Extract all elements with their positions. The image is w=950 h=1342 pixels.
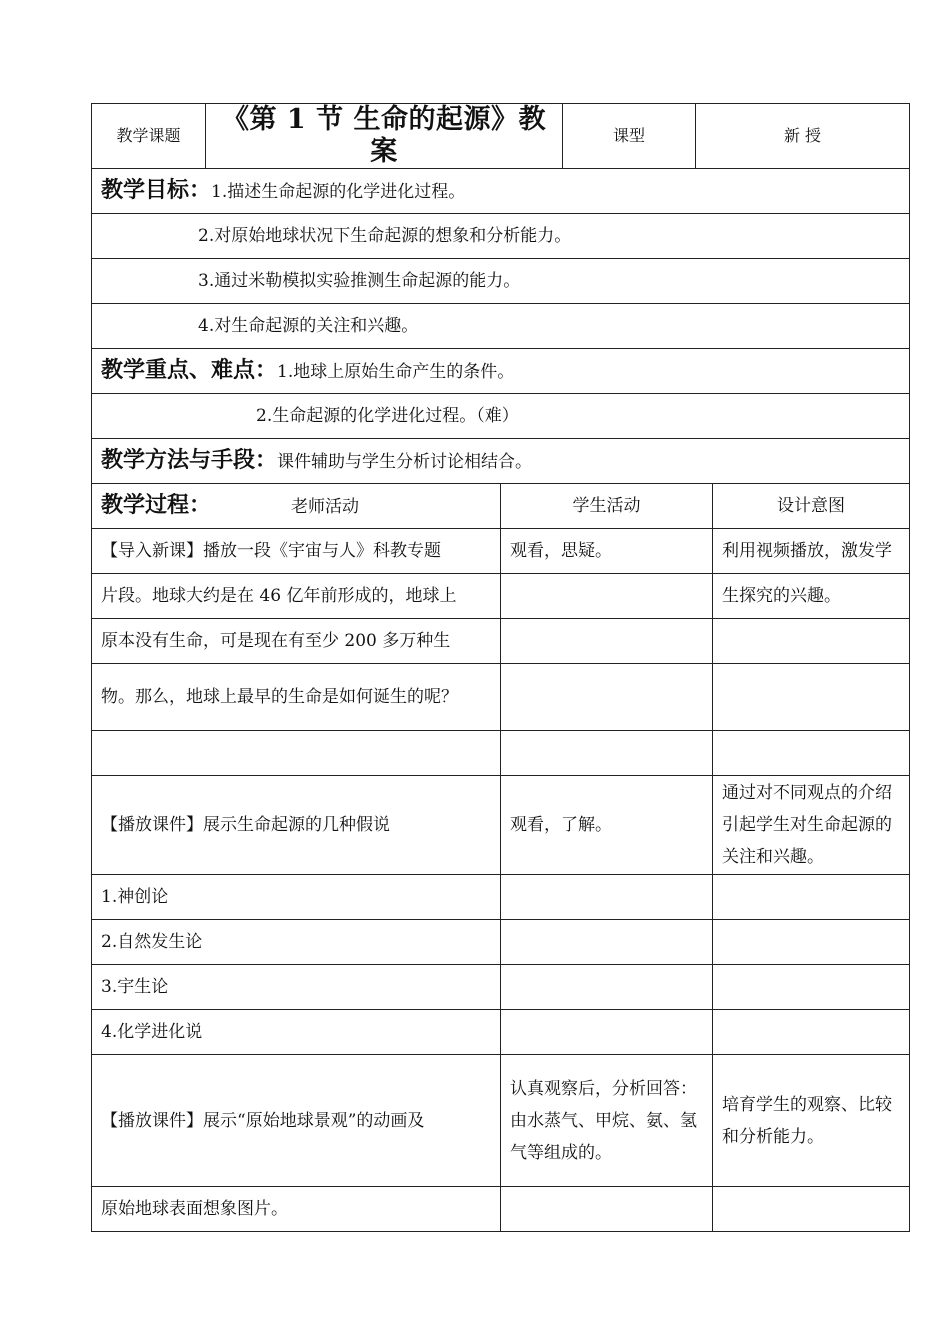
student-cell [501,1010,713,1055]
teacher-cell: 4.化学进化说 [92,1010,501,1055]
table-row [92,664,910,731]
student-cell: 观看，了解。 [501,776,713,875]
type-value: 新 授 [696,104,910,169]
intent-cell: 利用视频播放，激发学 [713,529,910,574]
topic-label: 教学课题 [92,104,206,169]
student-cell [501,664,713,731]
objective-row-3 [92,259,910,304]
key-points-label: 教学重点、难点： [101,357,278,383]
intent-cell [713,965,910,1010]
table-row [92,1055,910,1187]
type-label: 课型 [563,104,696,169]
intent-cell [713,1010,910,1055]
methods-label: 教学方法与手段： [101,447,278,473]
objective-row-4 [92,304,910,349]
header-row [92,104,910,169]
teacher-cell: 【播放课件】展示生命起源的几种假说 [92,776,501,875]
intent-cell [713,920,910,965]
objective-item: 1.描述生命起源的化学进化过程。 [211,181,466,202]
intent-cell [713,875,910,920]
table-row [92,619,910,664]
lesson-plan-sheet [91,103,909,1232]
process-label: 教学过程： [101,492,212,518]
table-row [92,1187,910,1232]
table-row [92,776,910,875]
student-cell [501,965,713,1010]
methods-text: 课件辅助与学生分析讨论相结合。 [277,451,533,472]
table-row [92,920,910,965]
intent-cell [713,619,910,664]
teacher-cell: 2.自然发生论 [92,920,501,965]
student-cell [501,731,713,776]
objective-row-2 [92,214,910,259]
intent-cell: 生探究的兴趣。 [713,574,910,619]
table-row [92,529,910,574]
student-cell [501,1187,713,1232]
intent-cell [713,1187,910,1232]
intent-cell [713,731,910,776]
teacher-cell: 3.宇生论 [92,965,501,1010]
objective-item: 3.通过米勒模拟实验推测生命起源的能力。 [92,259,910,304]
table-row [92,574,910,619]
student-cell [501,920,713,965]
column-header-intent: 设计意图 [713,484,910,529]
teacher-cell: 物。那么，地球上最早的生命是如何诞生的呢？ [92,664,501,731]
intent-cell [713,664,910,731]
objective-item: 2.对原始地球状况下生命起源的想象和分析能力。 [92,214,910,259]
methods-row [92,439,910,484]
table-row [92,1010,910,1055]
column-header-teacher: 老师活动 [291,496,360,517]
student-cell [501,875,713,920]
teacher-cell: 【导入新课】播放一段《宇宙与人》科教专题 [92,529,501,574]
objective-item: 4.对生命起源的关注和兴趣。 [92,304,910,349]
teacher-cell [92,731,501,776]
student-cell: 观看，思疑。 [501,529,713,574]
table-row [92,875,910,920]
teacher-cell: 原始地球表面想象图片。 [92,1187,501,1232]
teacher-cell: 原本没有生命，可是现在有至少 200 多万种生 [92,619,501,664]
objectives-label: 教学目标： [101,177,212,203]
key-points-row-2 [92,394,910,439]
key-point-item: 2.生命起源的化学进化过程。（难） [92,394,910,439]
page-title: 《第 1 节 生命的起源》教案 [206,104,563,169]
process-header-row [92,484,910,529]
teacher-cell: 【播放课件】展示“原始地球景观”的动画及 [92,1055,501,1187]
teacher-cell: 1.神创论 [92,875,501,920]
intent-cell: 通过对不同观点的介绍引起学生对生命起源的关注和兴趣。 [713,776,910,875]
objective-row-1 [92,169,910,214]
key-point-item: 1.地球上原始生命产生的条件。 [277,361,515,382]
table-row [92,965,910,1010]
teacher-cell: 片段。地球大约是在 46 亿年前形成的，地球上 [92,574,501,619]
lesson-plan-table [91,103,910,1232]
student-cell: 认真观察后，分析回答：由水蒸气、甲烷、氨、氢气等组成的。 [501,1055,713,1187]
student-cell [501,619,713,664]
student-cell [501,574,713,619]
column-header-student: 学生活动 [501,484,713,529]
intent-cell: 培育学生的观察、比较和分析能力。 [713,1055,910,1187]
table-row [92,731,910,776]
key-points-row-1 [92,349,910,394]
